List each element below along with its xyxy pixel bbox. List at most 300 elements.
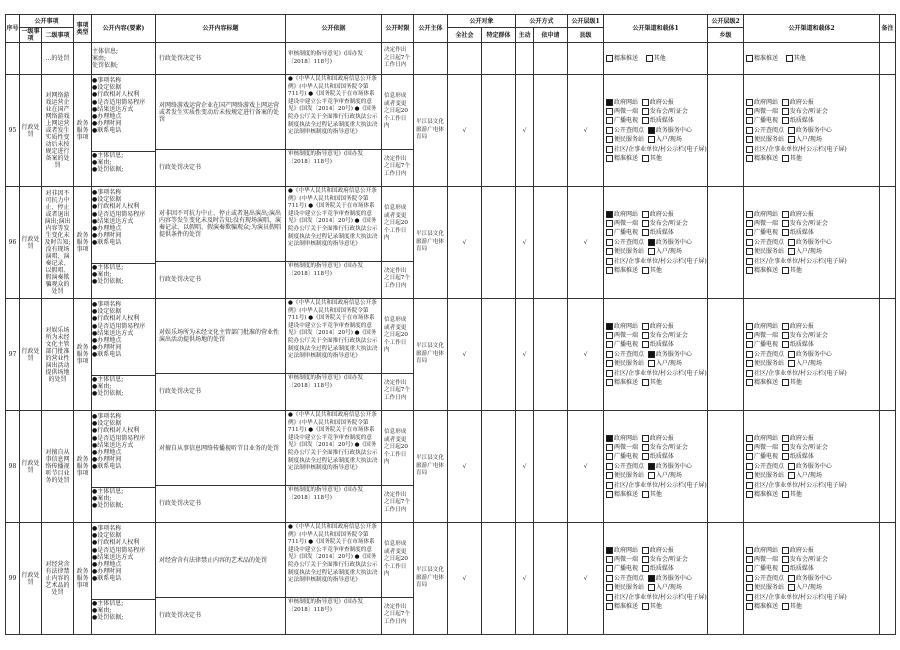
item-type-cell: 政务服务事项 <box>74 75 92 187</box>
checkbox-icon <box>782 491 789 498</box>
checkbox-icon <box>606 220 613 227</box>
checkbox-icon <box>606 472 613 479</box>
checkbox-icon <box>642 565 649 572</box>
tier1-cell: √ <box>568 299 604 411</box>
item-type-cell: 政务服务事项 <box>74 187 92 299</box>
header-level2: 二级事项 <box>42 28 74 43</box>
header-channel2: 公开渠道和载体2 <box>744 15 880 43</box>
checkbox-icon <box>746 379 753 386</box>
checkbox-icon <box>746 565 753 572</box>
checkbox-icon <box>606 594 613 601</box>
item-type-cell: 政务服务事项 <box>74 523 92 635</box>
header-seq: 序号 <box>6 15 20 43</box>
header-tier1-county: 县级 <box>568 28 604 43</box>
basis-cell: ●《中华人民共和国政府信息公开条例》(中华人民共和国国务院令第711号) ●《国务院关于在市场体系建设中建立公平竞争审查制度的意见》(国发〔2014〕20号) ●《国务院办公厅关于全面推行行政执法公示制度执法全过程记录制度重大执法决定法制审核制度的指导意见》 审核制度的指导意见》(国办发〔2018〕118号) <box>286 299 382 411</box>
target-group-cell <box>482 299 516 411</box>
checkbox-icon <box>746 556 753 563</box>
target-group-cell <box>482 523 516 635</box>
tier1-cell: √ <box>568 411 604 523</box>
element-item: ●联系电话 <box>92 127 122 135</box>
element-item: ●结果送达方式 <box>92 105 134 113</box>
element-item: ●行政相对人权利 <box>92 91 140 99</box>
header-content-title: 公开内容标题 <box>156 15 286 43</box>
element-item: ●办理地点 <box>92 337 122 345</box>
channel1-cell: 精准推送 其他 <box>604 43 708 75</box>
checkbox-icon <box>746 108 753 115</box>
content-title-cell: 对网络游戏运营企业在国产网络游戏上网运营或者发生实质性变动后未按规定进行备案的处罚 行政处罚决定书 <box>156 75 286 187</box>
element-item: ●联系电话 <box>92 239 122 247</box>
checkbox-icon <box>782 155 789 162</box>
checkbox-icon <box>606 258 613 265</box>
channel1-cell: 政府网站 政府公报 两微一端 发布会/听证会 广播电视 纸质媒体 公开查阅点 政务服务中心 便民服务站 入户/现场 社区/企事业单位/村公示栏(电子屏) 精准推送 其他 <box>604 187 708 299</box>
element-item: ●办理地点 <box>92 113 122 121</box>
element-item: ●案由; <box>92 159 112 167</box>
element-item: ●设定依据 <box>92 196 122 204</box>
checkbox-icon <box>746 360 753 367</box>
checkbox-icon <box>746 146 753 153</box>
element-item: ●事项名称 <box>92 413 122 420</box>
seq-cell: 96 <box>6 187 20 299</box>
checkbox-icon <box>642 108 649 115</box>
elements-cell <box>92 299 156 411</box>
element-item: 案由; <box>92 54 107 62</box>
element-item: ●设定依据 <box>92 420 122 428</box>
checkbox-icon <box>642 491 649 498</box>
table-body <box>6 43 896 635</box>
element-item: ●主体信息; <box>92 152 124 159</box>
target-group-cell <box>482 411 516 523</box>
checkbox-icon <box>746 127 753 134</box>
elements-cell <box>92 187 156 299</box>
target-all-cell: √ <box>448 187 482 299</box>
checkbox-icon <box>606 136 613 143</box>
content-title-cell: 对擅自从事信息网络传播视听节目业务的处罚 行政处罚决定书 <box>156 411 286 523</box>
checkbox-icon <box>606 575 613 582</box>
level2-cell: 对网络游戏运营企业在国产网络游戏上网运营或者发生实质性变动后未按规定进行备案的处罚 <box>42 75 74 187</box>
elements-cell <box>92 43 156 75</box>
level2-cell: 对娱乐场所为未经文化主管部门批准的营业性演出活动提供场地的处罚 <box>42 299 74 411</box>
tier2-cell <box>708 75 744 187</box>
tier1-cell: √ <box>568 75 604 187</box>
checkbox-icon <box>746 584 753 591</box>
checkbox-icon <box>606 370 613 377</box>
element-item: ●结果送达方式 <box>92 329 134 337</box>
checkbox-icon <box>788 351 795 358</box>
checkbox-icon <box>606 323 613 330</box>
channel2-cell: 政府网站 政府公报 两微一端 发布会/听证会 广播电视 纸质媒体 公开查阅点 政务服务中心 便民服务站 入户/现场 社区/企事业单位/村公示栏(电子屏) 精准推送 其他 <box>744 411 880 523</box>
header-method: 公开方式 <box>516 15 568 28</box>
element-item: ●案由; <box>92 607 112 615</box>
checkbox-icon <box>746 435 753 442</box>
item-type-cell: 政务服务事项 <box>74 299 92 411</box>
checkbox-icon <box>746 239 753 246</box>
method-active-cell: √ <box>516 75 534 187</box>
remark-cell <box>880 299 896 411</box>
checkbox-icon <box>642 267 649 274</box>
subject-cell: 平江县文化旅游广电体育局 <box>414 299 448 411</box>
tier1-cell: √ <box>568 187 604 299</box>
subject-cell: 平江县文化旅游广电体育局 <box>414 187 448 299</box>
remark-cell <box>880 75 896 187</box>
checkbox-icon <box>746 351 753 358</box>
channel2-cell: 政府网站 政府公报 两微一端 发布会/听证会 广播电视 纸质媒体 公开查阅点 政务服务中心 便民服务站 入户/现场 社区/企事业单位/村公示栏(电子屏) 精准推送 其他 <box>744 187 880 299</box>
checkbox-icon <box>642 332 649 339</box>
checkbox-icon <box>606 379 613 386</box>
checkbox-icon <box>746 463 753 470</box>
table-row <box>6 187 896 299</box>
level1-cell: 行政处罚 <box>20 187 42 299</box>
basis-cell: 审核制度的指导意见》(国办发〔2018〕118号) <box>286 43 382 75</box>
checkbox-icon <box>782 444 789 451</box>
level1-cell: 行政处罚 <box>20 299 42 411</box>
checkbox-icon <box>788 463 795 470</box>
checkbox-icon <box>746 55 753 62</box>
table-row <box>6 523 896 635</box>
checkbox-icon <box>746 258 753 265</box>
header-public-item: 公开事项 <box>20 15 74 28</box>
checkbox-icon <box>782 108 789 115</box>
checkbox-icon <box>606 351 613 358</box>
target-all-cell: √ <box>448 75 482 187</box>
checkbox-icon <box>648 575 655 582</box>
header-tier1: 公开层级1 <box>568 15 604 28</box>
checkbox-icon <box>642 229 649 236</box>
checkbox-icon <box>788 575 795 582</box>
table-header <box>6 15 896 43</box>
checkbox-icon <box>782 332 789 339</box>
element-item: ●事项名称 <box>92 301 122 308</box>
checkbox-icon <box>788 136 795 143</box>
checkbox-icon <box>642 117 649 124</box>
remark-cell <box>880 411 896 523</box>
checkbox-icon <box>606 435 613 442</box>
checkbox-icon <box>606 229 613 236</box>
checkbox-icon <box>788 248 795 255</box>
checkbox-icon <box>648 584 655 591</box>
element-item: ●行政相对人权利 <box>92 203 140 211</box>
checkbox-icon <box>642 155 649 162</box>
checkbox-icon <box>642 99 649 106</box>
checkbox-icon <box>782 220 789 227</box>
checkbox-icon <box>788 472 795 479</box>
header-target-all: 全社会 <box>448 28 482 43</box>
checkbox-icon <box>782 117 789 124</box>
header-tier2: 公开层级2 <box>708 15 744 28</box>
element-item: ●结果送达方式 <box>92 441 134 449</box>
checkbox-icon <box>746 491 753 498</box>
subject-cell: 平江县文化旅游广电体育局 <box>414 523 448 635</box>
checkbox-icon <box>786 55 793 62</box>
target-group-cell <box>482 75 516 187</box>
checkbox-icon <box>782 603 789 610</box>
element-item: ●事项名称 <box>92 77 122 84</box>
remark-cell <box>880 523 896 635</box>
level1-cell: 行政处罚 <box>20 411 42 523</box>
checkbox-icon <box>642 341 649 348</box>
basis-cell: ●《中华人民共和国政府信息公开条例》(中华人民共和国国务院令第711号) ●《国务院关于在市场体系建设中建立公平竞争审查制度的意见》(国发〔2014〕20号) ●《国务院办公厅关于全面推行行政执法公示制度执法全过程记录制度重大执法决定法制审核制度的指导意见》 审核制度的指导意见》(国办发〔2018〕118号) <box>286 411 382 523</box>
tier2-cell <box>708 523 744 635</box>
header-time-limit: 公开时限 <box>382 15 414 43</box>
element-item: ●处罚依据; <box>92 166 124 174</box>
element-item: ●设定依据 <box>92 532 122 540</box>
checkbox-icon <box>642 435 649 442</box>
element-item: ●办理时间 <box>92 120 122 128</box>
checkbox-icon <box>788 127 795 134</box>
checkbox-icon <box>642 556 649 563</box>
element-item: ●处罚依据; <box>92 502 124 510</box>
target-all-cell: √ <box>448 299 482 411</box>
checkbox-icon <box>746 341 753 348</box>
header-target: 公开对象 <box>448 15 516 28</box>
checkbox-icon <box>606 444 613 451</box>
checkbox-icon <box>746 323 753 330</box>
element-item: ●事项名称 <box>92 525 122 532</box>
seq-cell: 97 <box>6 299 20 411</box>
checkbox-icon <box>606 146 613 153</box>
target-all-cell: √ <box>448 411 482 523</box>
checkbox-icon <box>648 472 655 479</box>
element-item: ●联系电话 <box>92 351 122 359</box>
checkbox-icon <box>642 211 649 218</box>
element-item: ●主体信息; <box>92 488 124 495</box>
element-item: ●办理时间 <box>92 232 122 240</box>
checkbox-icon <box>782 547 789 554</box>
checkbox-icon <box>782 453 789 460</box>
content-title-cell: 对经营含有法律禁止内容的艺术品的处罚 行政处罚决定书 <box>156 523 286 635</box>
element-item: ●是否适用简易程序 <box>92 98 146 106</box>
checkbox-icon <box>606 108 613 115</box>
channel1-cell: 政府网站 政府公报 两微一端 发布会/听证会 广播电视 纸质媒体 公开查阅点 政务服务中心 便民服务站 入户/现场 社区/企事业单位/村公示栏(电子屏) 精准推送 其他 <box>604 523 708 635</box>
checkbox-icon <box>746 267 753 274</box>
element-item: ●案由; <box>92 271 112 279</box>
level2-cell: 对非因不可抗力中止、停止或者退出演出;演出内容等发生变化未及时告知;没有现场演唱、演奏记录、以假唱、假演奏欺骗观众的处罚 <box>42 187 74 299</box>
header-method-active: 主动 <box>516 28 534 43</box>
checkbox-icon <box>648 127 655 134</box>
element-item: ●是否适用简易程序 <box>92 210 146 218</box>
checkbox-icon <box>642 220 649 227</box>
checkbox-icon <box>746 248 753 255</box>
tier2-cell <box>708 411 744 523</box>
level1-cell: 行政处罚 <box>20 523 42 635</box>
checkbox-icon <box>746 136 753 143</box>
channel2-cell: 政府网站 政府公报 两微一端 发布会/听证会 广播电视 纸质媒体 公开查阅点 政务服务中心 便民服务站 入户/现场 社区/企事业单位/村公示栏(电子屏) 精准推送 其他 <box>744 299 880 411</box>
checkbox-icon <box>606 99 613 106</box>
checkbox-icon <box>788 584 795 591</box>
time-cell: 信息形成或者变更之日起20个工作日内 决定作出之日起7个工作日内 <box>382 411 414 523</box>
element-item: ●主体信息; <box>92 264 124 271</box>
checkbox-icon <box>746 603 753 610</box>
element-item: ●行政相对人权利 <box>92 539 140 547</box>
checkbox-icon <box>642 547 649 554</box>
checkbox-icon <box>746 594 753 601</box>
element-item: ●办理时间 <box>92 344 122 352</box>
checkbox-icon <box>642 379 649 386</box>
content-title-cell: 行政处罚决定书 <box>156 43 286 75</box>
table-row <box>6 75 896 187</box>
elements-cell <box>92 411 156 523</box>
checkbox-icon <box>648 248 655 255</box>
checkbox-icon <box>606 239 613 246</box>
time-cell: 信息形成或者变更之日起20个工作日内 决定作出之日起7个工作日内 <box>382 187 414 299</box>
checkbox-icon <box>746 155 753 162</box>
element-item: ●是否适用简易程序 <box>92 434 146 442</box>
checkbox-icon <box>648 239 655 246</box>
channel1-cell: 政府网站 政府公报 两微一端 发布会/听证会 广播电视 纸质媒体 公开查阅点 政务服务中心 便民服务站 入户/现场 社区/企事业单位/村公示栏(电子屏) 精准推送 其他 <box>604 411 708 523</box>
header-content: 公开内容(要素) <box>92 15 156 43</box>
checkbox-icon <box>606 491 613 498</box>
content-title-cell: 对非因不可抗力中止、停止或者退出演出;演出内容等发生变化未及时告知;没有现场演唱、演奏记录、以假唱、假演奏欺骗观众;为演员假唱提供条件的处罚 行政处罚决定书 <box>156 187 286 299</box>
tier2-cell <box>708 299 744 411</box>
checkbox-icon <box>606 127 613 134</box>
element-item: 主体信息; <box>92 47 119 55</box>
checkbox-icon <box>746 211 753 218</box>
element-item: ●办理时间 <box>92 568 122 576</box>
header-subject: 公开主体 <box>414 15 448 43</box>
checkbox-icon <box>606 360 613 367</box>
element-item: ●是否适用简易程序 <box>92 322 146 330</box>
header-tier2-town: 乡级 <box>708 28 744 43</box>
checkbox-icon <box>606 55 613 62</box>
element-item: ●办理地点 <box>92 225 122 233</box>
element-item: ●联系电话 <box>92 463 122 471</box>
element-item: ●行政相对人权利 <box>92 315 140 323</box>
checkbox-icon <box>606 211 613 218</box>
header-item-type: 事项类型 <box>74 15 92 43</box>
table-row-partial <box>6 43 896 75</box>
checkbox-icon <box>642 444 649 451</box>
checkbox-icon <box>782 211 789 218</box>
channel1-cell: 政府网站 政府公报 两微一端 发布会/听证会 广播电视 纸质媒体 公开查阅点 政务服务中心 便民服务站 入户/现场 社区/企事业单位/村公示栏(电子屏) 精准推送 其他 <box>604 299 708 411</box>
channel2-cell: 精准推送 其他 <box>744 43 880 75</box>
header-method-apply: 依申请 <box>534 28 568 43</box>
element-item: ●设定依据 <box>92 84 122 92</box>
level1-cell: 行政处罚 <box>20 75 42 187</box>
element-item: ●结果送达方式 <box>92 217 134 225</box>
checkbox-icon <box>746 575 753 582</box>
checkbox-icon <box>646 55 653 62</box>
basis-cell: ●《中华人民共和国政府信息公开条例》(中华人民共和国国务院令第711号) ●《国务院关于在市场体系建设中建立公平竞争审查制度的意见》(国发〔2014〕20号) ●《国务院办公厅关于全面推行行政执法公示制度执法全过程记录制度重大执法决定法制审核制度的指导意见》 审核制度的指导意见》(国办发〔2018〕118号) <box>286 75 382 187</box>
channel1-cell: 政府网站 政府公报 两微一端 发布会/听证会 广播电视 纸质媒体 公开查阅点 政务服务中心 便民服务站 入户/现场 社区/企事业单位/村公示栏(电子屏) 精准推送 其他 <box>604 75 708 187</box>
checkbox-icon <box>782 267 789 274</box>
checkbox-icon <box>782 99 789 106</box>
method-apply-cell <box>534 523 568 635</box>
checkbox-icon <box>642 453 649 460</box>
element-item: ●事项名称 <box>92 189 122 196</box>
checkbox-icon <box>788 360 795 367</box>
element-item: ●设定依据 <box>92 308 122 316</box>
time-cell: 信息形成或者变更之日起20个工作日内 决定作出之日起7个工作日内 <box>382 523 414 635</box>
checkbox-icon <box>782 379 789 386</box>
checkbox-icon <box>782 229 789 236</box>
table-row <box>6 411 896 523</box>
subject-cell: 平江县文化旅游广电体育局 <box>414 75 448 187</box>
checkbox-icon <box>746 472 753 479</box>
checkbox-icon <box>642 323 649 330</box>
checkbox-icon <box>746 453 753 460</box>
checkbox-icon <box>606 556 613 563</box>
checkbox-icon <box>606 603 613 610</box>
checkbox-icon <box>606 332 613 339</box>
target-all-cell: √ <box>448 523 482 635</box>
seq-cell: 99 <box>6 523 20 635</box>
element-item: ●处罚依据; <box>92 278 124 286</box>
remark-cell <box>880 187 896 299</box>
checkbox-icon <box>606 248 613 255</box>
level2-cell: 对擅自从事信息网络传播视听节目业务的处罚 <box>42 411 74 523</box>
content-title-cell: 对娱乐场所为未经文化主管部门批准的营业性演出活动提供场地的处罚 行政处罚决定书 <box>156 299 286 411</box>
method-active-cell: √ <box>516 411 534 523</box>
seq-cell: 98 <box>6 411 20 523</box>
element-item: ●是否适用简易程序 <box>92 546 146 554</box>
checkbox-icon <box>606 463 613 470</box>
level2-cell: 对经营含有法律禁止内容的艺术品的处罚 <box>42 523 74 635</box>
time-cell: 决定作出之日起7个工作日内 <box>382 43 414 75</box>
tier1-cell: √ <box>568 523 604 635</box>
checkbox-icon <box>606 547 613 554</box>
basis-cell: ●《中华人民共和国政府信息公开条例》(中华人民共和国国务院令第711号) ●《国务院关于在市场体系建设中建立公平竞争审查制度的意见》(国发〔2014〕20号) ●《国务院办公厅关于全面推行行政执法公示制度执法全过程记录制度重大执法决定法制审核制度的指导意见》 审核制度的指导意见》(国办发〔2018〕118号) <box>286 523 382 635</box>
checkbox-icon <box>746 444 753 451</box>
checkbox-icon <box>746 229 753 236</box>
checkbox-icon <box>606 341 613 348</box>
element-item: 处罚依据; <box>92 62 119 70</box>
element-item: ●案由; <box>92 383 112 391</box>
checkbox-icon <box>746 482 753 489</box>
checkbox-icon <box>746 117 753 124</box>
checkbox-icon <box>746 370 753 377</box>
checkbox-icon <box>648 360 655 367</box>
tier2-cell <box>708 187 744 299</box>
method-apply-cell <box>534 411 568 523</box>
checkbox-icon <box>782 556 789 563</box>
element-item: ●办理地点 <box>92 561 122 569</box>
checkbox-icon <box>788 239 795 246</box>
checkbox-icon <box>746 99 753 106</box>
basis-cell: ●《中华人民共和国政府信息公开条例》(中华人民共和国国务院令第711号) ●《国务院关于在市场体系建设中建立公平竞争审查制度的意见》(国发〔2014〕20号) ●《国务院办公厅关于全面推行行政执法公示制度执法全过程记录制度重大执法决定法制审核制度的指导意见》 审核制度的指导意见》(国办发〔2018〕118号) <box>286 187 382 299</box>
element-item: ●主体信息; <box>92 600 124 607</box>
method-active-cell: √ <box>516 187 534 299</box>
element-item: ●案由; <box>92 495 112 503</box>
checkbox-icon <box>648 136 655 143</box>
time-cell: 信息形成或者变更之日起20个工作日内 决定作出之日起7个工作日内 <box>382 299 414 411</box>
checkbox-icon <box>648 351 655 358</box>
elements-cell <box>92 523 156 635</box>
element-item: ●办理时间 <box>92 456 122 464</box>
checkbox-icon <box>782 435 789 442</box>
channel2-cell: 政府网站 政府公报 两微一端 发布会/听证会 广播电视 纸质媒体 公开查阅点 政务服务中心 便民服务站 入户/现场 社区/企事业单位/村公示栏(电子屏) 精准推送 其他 <box>744 523 880 635</box>
time-cell: 信息形成或者变更之日起20个工作日内 决定作出之日起7个工作日内 <box>382 75 414 187</box>
header-basis: 公开依据 <box>286 15 382 43</box>
checkbox-icon <box>746 332 753 339</box>
method-apply-cell <box>534 299 568 411</box>
element-item: ●联系电话 <box>92 575 122 583</box>
checkbox-icon <box>606 267 613 274</box>
table-row <box>6 299 896 411</box>
element-item: ●主体信息; <box>92 376 124 383</box>
checkbox-icon <box>606 117 613 124</box>
header-remark: 备注 <box>880 15 896 43</box>
target-group-cell <box>482 187 516 299</box>
seq-cell: 95 <box>6 75 20 187</box>
header-channel1: 公开渠道和载体1 <box>604 15 708 43</box>
element-item: ●结果送达方式 <box>92 553 134 561</box>
checkbox-icon <box>606 584 613 591</box>
item-type-cell: 政务服务事项 <box>74 411 92 523</box>
header-target-group: 特定群体 <box>482 28 516 43</box>
checkbox-icon <box>782 341 789 348</box>
disclosure-table <box>5 14 896 635</box>
checkbox-icon <box>746 220 753 227</box>
checkbox-icon <box>606 453 613 460</box>
